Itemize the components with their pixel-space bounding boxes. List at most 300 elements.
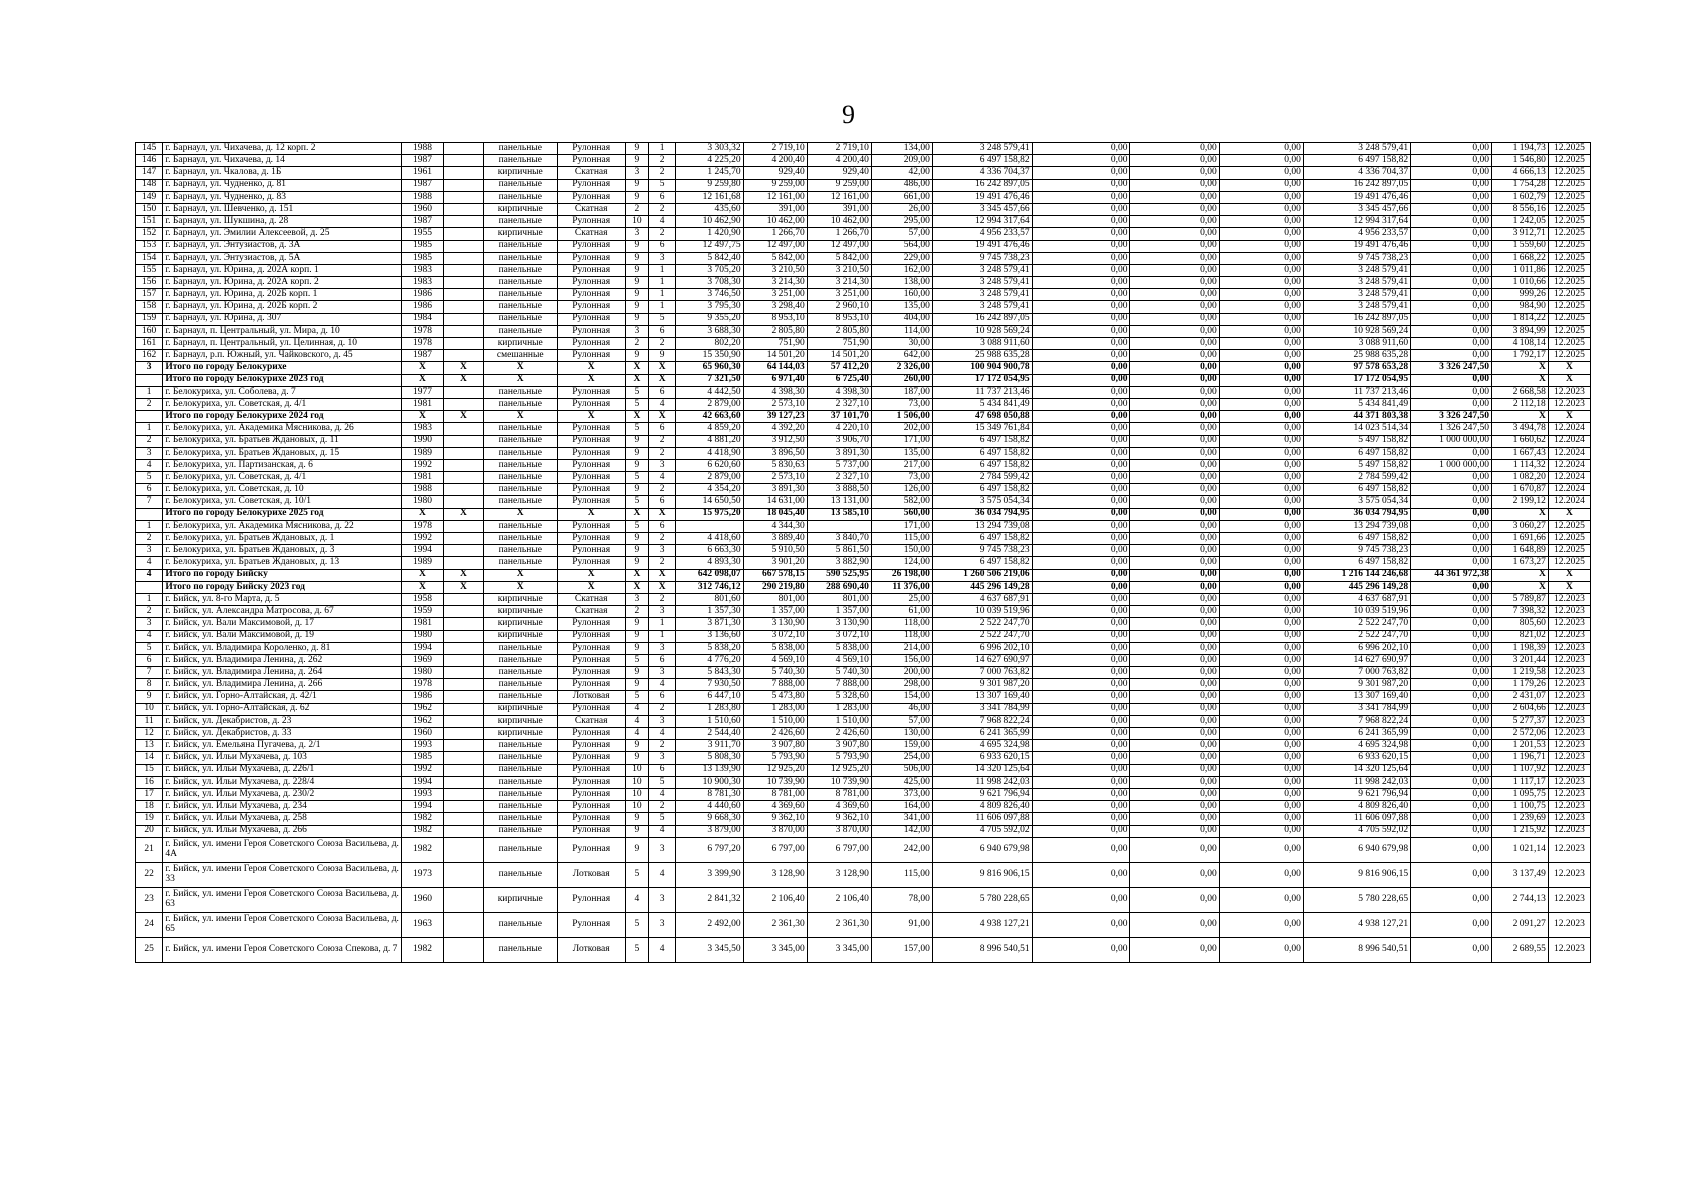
cell-address: г. Белокуриха, ул. Братьев Ждановых, д. 1 xyxy=(163,533,402,545)
cell-roof-type: Рулонная xyxy=(557,801,625,813)
cell-residents: 295,00 xyxy=(871,216,932,228)
cell-floors: 5 xyxy=(625,520,648,532)
cell-wall-material: панельные xyxy=(483,459,557,471)
cell-residents: 134,00 xyxy=(871,143,932,155)
cell-owners-funds: 19 491 476,46 xyxy=(1303,191,1410,203)
cell-repair-cost-total: 25 988 635,28 xyxy=(932,350,1032,362)
cell-roof-type: Рулонная xyxy=(557,654,625,666)
cell-residents: 73,00 xyxy=(871,398,932,410)
cell-federal-funds: 0,00 xyxy=(1032,362,1130,374)
cell-address: г. Барнаул, ул. Чихачева, д. 14 xyxy=(163,155,402,167)
cell-federal-funds: 0,00 xyxy=(1032,350,1130,362)
table-row xyxy=(136,862,1591,887)
cell-other-funds: 0,00 xyxy=(1411,386,1492,398)
cell-commission-year: 1992 xyxy=(401,459,443,471)
cell-municipal-funds: 0,00 xyxy=(1219,508,1303,520)
cell-living-area: 4 369,60 xyxy=(743,801,807,813)
cell-owners-funds: 6 241 365,99 xyxy=(1303,728,1410,740)
cell-entrances: 3 xyxy=(648,459,675,471)
cell-municipal-funds: 0,00 xyxy=(1219,143,1303,155)
cell-entrances: 2 xyxy=(648,435,675,447)
cell-federal-funds: 0,00 xyxy=(1032,887,1130,912)
cell-completion-date: 12.2024 xyxy=(1548,423,1590,435)
cell-residents: 11 376,00 xyxy=(871,581,932,593)
cell-last-repair-year: X xyxy=(444,581,484,593)
subtotal-row xyxy=(136,374,1591,386)
cell-completion-date: 12.2023 xyxy=(1548,386,1590,398)
cell-living-area: 5 910,50 xyxy=(743,545,807,557)
cell-regional-funds: 0,00 xyxy=(1130,788,1219,800)
cell-entrances: 6 xyxy=(648,240,675,252)
cell-municipal-funds: 0,00 xyxy=(1219,252,1303,264)
cell-last-repair-year: X xyxy=(444,374,484,386)
cell-roof-type: Рулонная xyxy=(557,435,625,447)
cell-municipal-funds: 0,00 xyxy=(1219,435,1303,447)
cell-entrances: 4 xyxy=(648,472,675,484)
cell-floors: 3 xyxy=(625,167,648,179)
cell-row-number: 1 xyxy=(136,593,163,605)
cell-federal-funds: 0,00 xyxy=(1032,545,1130,557)
cell-owned-area: 5 793,90 xyxy=(807,752,871,764)
cell-other-funds: 0,00 xyxy=(1411,740,1492,752)
cell-other-funds: 0,00 xyxy=(1411,887,1492,912)
cell-owned-area: 2 106,40 xyxy=(807,887,871,912)
cell-regional-funds: 0,00 xyxy=(1130,606,1219,618)
cell-living-area: 3 128,90 xyxy=(743,862,807,887)
cell-total-area: 801,60 xyxy=(676,593,743,605)
cell-commission-year: 1989 xyxy=(401,557,443,569)
cell-owners-funds: 4 637 687,91 xyxy=(1303,593,1410,605)
cell-residents: 78,00 xyxy=(871,887,932,912)
cell-other-funds: 0,00 xyxy=(1411,338,1492,350)
cell-other-funds: 0,00 xyxy=(1411,447,1492,459)
cell-address: Итого по городу Белокурихе xyxy=(163,362,402,374)
cell-residents: 187,00 xyxy=(871,386,932,398)
cell-living-area: 4 398,30 xyxy=(743,386,807,398)
cell-floors: 9 xyxy=(625,313,648,325)
cell-residents: 229,00 xyxy=(871,252,932,264)
table-row xyxy=(136,654,1591,666)
cell-roof-type: Рулонная xyxy=(557,618,625,630)
cell-entrances: 1 xyxy=(648,301,675,313)
cell-repair-cost-total: 14 627 690,97 xyxy=(932,654,1032,666)
cell-owners-funds: 3 248 579,41 xyxy=(1303,301,1410,313)
cell-other-funds: 0,00 xyxy=(1411,825,1492,837)
cell-residents: 425,00 xyxy=(871,776,932,788)
cell-residents: 1 506,00 xyxy=(871,411,932,423)
table-row xyxy=(136,630,1591,642)
cell-row-number: 147 xyxy=(136,167,163,179)
cell-residents: 202,00 xyxy=(871,423,932,435)
cell-federal-funds: 0,00 xyxy=(1032,472,1130,484)
cell-commission-year: X xyxy=(401,362,443,374)
cell-commission-year: 1988 xyxy=(401,191,443,203)
cell-completion-date: 12.2023 xyxy=(1548,813,1590,825)
cell-owners-funds: 14 320 125,64 xyxy=(1303,764,1410,776)
cell-total-area: 802,20 xyxy=(676,338,743,350)
table-row xyxy=(136,533,1591,545)
cell-municipal-funds: 0,00 xyxy=(1219,484,1303,496)
cell-residents: 118,00 xyxy=(871,618,932,630)
cell-repair-cost-total: 3 248 579,41 xyxy=(932,277,1032,289)
cell-row-number: 151 xyxy=(136,216,163,228)
cell-completion-date: 12.2023 xyxy=(1548,825,1590,837)
cell-federal-funds: 0,00 xyxy=(1032,167,1130,179)
cell-owners-funds: 3 248 579,41 xyxy=(1303,289,1410,301)
cell-unit-cost: 1 082,20 xyxy=(1492,472,1549,484)
cell-completion-date: X xyxy=(1548,374,1590,386)
cell-commission-year: 1978 xyxy=(401,338,443,350)
cell-municipal-funds: 0,00 xyxy=(1219,264,1303,276)
table-row xyxy=(136,667,1591,679)
cell-floors: 4 xyxy=(625,887,648,912)
cell-regional-funds: 0,00 xyxy=(1130,679,1219,691)
cell-federal-funds: 0,00 xyxy=(1032,216,1130,228)
cell-municipal-funds: 0,00 xyxy=(1219,788,1303,800)
cell-living-area: 3 130,90 xyxy=(743,618,807,630)
cell-owners-funds: 16 242 897,05 xyxy=(1303,179,1410,191)
cell-regional-funds: 0,00 xyxy=(1130,386,1219,398)
cell-residents: 124,00 xyxy=(871,557,932,569)
cell-roof-type: Рулонная xyxy=(557,398,625,410)
cell-commission-year: 1985 xyxy=(401,240,443,252)
cell-living-area: 12 925,20 xyxy=(743,764,807,776)
cell-last-repair-year xyxy=(444,837,484,862)
cell-row-number: 23 xyxy=(136,887,163,912)
cell-commission-year: 1973 xyxy=(401,862,443,887)
cell-wall-material: панельные xyxy=(483,520,557,532)
cell-repair-cost-total: 6 497 158,82 xyxy=(932,484,1032,496)
cell-address: г. Белокуриха, ул. Соболева, д. 7 xyxy=(163,386,402,398)
cell-commission-year: 1982 xyxy=(401,825,443,837)
cell-commission-year: 1963 xyxy=(401,912,443,937)
cell-repair-cost-total: 6 497 158,82 xyxy=(932,459,1032,471)
cell-wall-material: панельные xyxy=(483,937,557,962)
cell-address: г. Бийск, ул. Вали Максимовой, д. 17 xyxy=(163,618,402,630)
cell-last-repair-year xyxy=(444,325,484,337)
cell-commission-year: 1994 xyxy=(401,545,443,557)
cell-federal-funds: 0,00 xyxy=(1032,179,1130,191)
cell-owned-area: 57 412,20 xyxy=(807,362,871,374)
cell-municipal-funds: 0,00 xyxy=(1219,167,1303,179)
cell-roof-type: Рулонная xyxy=(557,912,625,937)
cell-federal-funds: 0,00 xyxy=(1032,728,1130,740)
cell-living-area: 3 891,30 xyxy=(743,484,807,496)
cell-federal-funds: 0,00 xyxy=(1032,398,1130,410)
cell-row-number: 150 xyxy=(136,203,163,215)
cell-owners-funds: 10 928 569,24 xyxy=(1303,325,1410,337)
cell-federal-funds: 0,00 xyxy=(1032,581,1130,593)
cell-roof-type: Рулонная xyxy=(557,301,625,313)
cell-row-number: 2 xyxy=(136,398,163,410)
cell-entrances: 3 xyxy=(648,667,675,679)
cell-residents: 138,00 xyxy=(871,277,932,289)
cell-federal-funds: 0,00 xyxy=(1032,447,1130,459)
cell-roof-type: Рулонная xyxy=(557,740,625,752)
cell-total-area: 4 893,30 xyxy=(676,557,743,569)
cell-repair-cost-total: 6 497 158,82 xyxy=(932,435,1032,447)
cell-roof-type: Рулонная xyxy=(557,143,625,155)
cell-floors: 9 xyxy=(625,179,648,191)
cell-owned-area: 2 719,10 xyxy=(807,143,871,155)
cell-residents: 298,00 xyxy=(871,679,932,691)
cell-address: г. Белокуриха, ул. Партизанская, д. 6 xyxy=(163,459,402,471)
cell-regional-funds: 0,00 xyxy=(1130,654,1219,666)
cell-completion-date: 12.2025 xyxy=(1548,557,1590,569)
cell-repair-cost-total: 4 695 324,98 xyxy=(932,740,1032,752)
cell-unit-cost: 2 744,13 xyxy=(1492,887,1549,912)
cell-completion-date: 12.2025 xyxy=(1548,520,1590,532)
cell-entrances: 6 xyxy=(648,423,675,435)
cell-completion-date: 12.2024 xyxy=(1548,472,1590,484)
cell-other-funds: 0,00 xyxy=(1411,788,1492,800)
cell-owners-funds: 5 497 158,82 xyxy=(1303,435,1410,447)
cell-completion-date: X xyxy=(1548,508,1590,520)
cell-entrances: 3 xyxy=(648,606,675,618)
cell-floors: 9 xyxy=(625,484,648,496)
cell-address: г. Бийск, ул. Ильи Мухачева, д. 226/1 xyxy=(163,764,402,776)
cell-last-repair-year: X xyxy=(444,569,484,581)
cell-wall-material: X xyxy=(483,581,557,593)
cell-municipal-funds: 0,00 xyxy=(1219,667,1303,679)
cell-residents: 582,00 xyxy=(871,496,932,508)
cell-total-area xyxy=(676,520,743,532)
cell-living-area: 391,00 xyxy=(743,203,807,215)
cell-municipal-funds: 0,00 xyxy=(1219,386,1303,398)
cell-roof-type: Лотковая xyxy=(557,937,625,962)
cell-entrances: 2 xyxy=(648,801,675,813)
cell-municipal-funds: 0,00 xyxy=(1219,228,1303,240)
cell-wall-material: кирпичные xyxy=(483,228,557,240)
cell-repair-cost-total: 8 996 540,51 xyxy=(932,937,1032,962)
cell-wall-material: смешанные xyxy=(483,350,557,362)
cell-living-area: 4 392,20 xyxy=(743,423,807,435)
cell-address: г. Барнаул, ул. Чудненко, д. 81 xyxy=(163,179,402,191)
cell-entrances: X xyxy=(648,508,675,520)
cell-last-repair-year xyxy=(444,752,484,764)
cell-repair-cost-total: 7 968 822,24 xyxy=(932,715,1032,727)
cell-municipal-funds: 0,00 xyxy=(1219,825,1303,837)
cell-total-area: 4 881,20 xyxy=(676,435,743,447)
cell-other-funds: 0,00 xyxy=(1411,667,1492,679)
cell-unit-cost: 3 912,71 xyxy=(1492,228,1549,240)
cell-row-number: 159 xyxy=(136,313,163,325)
cell-unit-cost: 2 689,55 xyxy=(1492,937,1549,962)
cell-total-area: 6 663,30 xyxy=(676,545,743,557)
cell-last-repair-year xyxy=(444,728,484,740)
cell-completion-date: 12.2025 xyxy=(1548,277,1590,289)
cell-regional-funds: 0,00 xyxy=(1130,289,1219,301)
cell-row-number: 24 xyxy=(136,912,163,937)
cell-entrances: 2 xyxy=(648,338,675,350)
cell-owners-funds: 2 784 599,42 xyxy=(1303,472,1410,484)
cell-other-funds: 0,00 xyxy=(1411,937,1492,962)
cell-regional-funds: 0,00 xyxy=(1130,179,1219,191)
cell-repair-cost-total: 3 248 579,41 xyxy=(932,301,1032,313)
cell-municipal-funds: 0,00 xyxy=(1219,703,1303,715)
cell-regional-funds: 0,00 xyxy=(1130,545,1219,557)
cell-total-area: 2 879,00 xyxy=(676,472,743,484)
cell-roof-type: Рулонная xyxy=(557,289,625,301)
cell-entrances: 4 xyxy=(648,825,675,837)
cell-wall-material: панельные xyxy=(483,837,557,862)
cell-address: Итого по городу Белокурихе 2024 год xyxy=(163,411,402,423)
cell-unit-cost: 2 112,18 xyxy=(1492,398,1549,410)
cell-row-number: 3 xyxy=(136,362,163,374)
cell-last-repair-year xyxy=(444,593,484,605)
cell-commission-year: 1978 xyxy=(401,679,443,691)
cell-roof-type: Рулонная xyxy=(557,496,625,508)
cell-owned-area: 4 200,40 xyxy=(807,155,871,167)
cell-federal-funds: 0,00 xyxy=(1032,252,1130,264)
cell-commission-year: 1993 xyxy=(401,740,443,752)
cell-wall-material: панельные xyxy=(483,301,557,313)
cell-owners-funds: 2 522 247,70 xyxy=(1303,630,1410,642)
cell-living-area: 2 719,10 xyxy=(743,143,807,155)
cell-repair-cost-total: 6 497 158,82 xyxy=(932,155,1032,167)
cell-municipal-funds: 0,00 xyxy=(1219,837,1303,862)
cell-commission-year: 1987 xyxy=(401,350,443,362)
cell-residents: 200,00 xyxy=(871,667,932,679)
cell-regional-funds: 0,00 xyxy=(1130,484,1219,496)
cell-unit-cost: 1 021,14 xyxy=(1492,837,1549,862)
cell-row-number: 22 xyxy=(136,862,163,887)
cell-other-funds: 0,00 xyxy=(1411,581,1492,593)
cell-regional-funds: 0,00 xyxy=(1130,203,1219,215)
cell-repair-cost-total: 19 491 476,46 xyxy=(932,191,1032,203)
cell-other-funds: 0,00 xyxy=(1411,520,1492,532)
table-row xyxy=(136,423,1591,435)
cell-living-area: 8 953,10 xyxy=(743,313,807,325)
cell-wall-material: кирпичные xyxy=(483,630,557,642)
cell-roof-type: Рулонная xyxy=(557,764,625,776)
cell-regional-funds: 0,00 xyxy=(1130,887,1219,912)
cell-other-funds: 0,00 xyxy=(1411,325,1492,337)
cell-unit-cost: X xyxy=(1492,374,1549,386)
cell-unit-cost: X xyxy=(1492,569,1549,581)
cell-last-repair-year xyxy=(444,179,484,191)
cell-completion-date: X xyxy=(1548,362,1590,374)
cell-entrances: 5 xyxy=(648,179,675,191)
cell-living-area: 3 901,20 xyxy=(743,557,807,569)
cell-owners-funds: 4 705 592,02 xyxy=(1303,825,1410,837)
cell-roof-type: Рулонная xyxy=(557,728,625,740)
cell-row-number xyxy=(136,374,163,386)
cell-repair-cost-total: 4 809 826,40 xyxy=(932,801,1032,813)
cell-wall-material: кирпичные xyxy=(483,593,557,605)
cell-roof-type: Рулонная xyxy=(557,642,625,654)
cell-municipal-funds: 0,00 xyxy=(1219,325,1303,337)
cell-entrances: 3 xyxy=(648,887,675,912)
cell-unit-cost: 1 660,62 xyxy=(1492,435,1549,447)
table-row xyxy=(136,496,1591,508)
cell-living-area: 9 259,00 xyxy=(743,179,807,191)
cell-total-area: 2 544,40 xyxy=(676,728,743,740)
cell-wall-material: панельные xyxy=(483,667,557,679)
cell-other-funds: 0,00 xyxy=(1411,277,1492,289)
cell-other-funds: 0,00 xyxy=(1411,764,1492,776)
cell-completion-date: 12.2023 xyxy=(1548,862,1590,887)
cell-federal-funds: 0,00 xyxy=(1032,825,1130,837)
cell-completion-date: X xyxy=(1548,569,1590,581)
cell-floors: 9 xyxy=(625,240,648,252)
cell-other-funds: 0,00 xyxy=(1411,557,1492,569)
cell-regional-funds: 0,00 xyxy=(1130,411,1219,423)
cell-entrances: 3 xyxy=(648,912,675,937)
cell-regional-funds: 0,00 xyxy=(1130,216,1219,228)
cell-owners-funds: 44 371 803,38 xyxy=(1303,411,1410,423)
cell-last-repair-year xyxy=(444,496,484,508)
cell-wall-material: панельные xyxy=(483,179,557,191)
cell-unit-cost: X xyxy=(1492,581,1549,593)
cell-completion-date: 12.2025 xyxy=(1548,533,1590,545)
cell-floors: 5 xyxy=(625,398,648,410)
cell-total-area: 1 357,30 xyxy=(676,606,743,618)
cell-owned-area: 8 953,10 xyxy=(807,313,871,325)
cell-unit-cost: 1 559,60 xyxy=(1492,240,1549,252)
cell-living-area: 14 631,00 xyxy=(743,496,807,508)
cell-owners-funds: 17 172 054,95 xyxy=(1303,374,1410,386)
cell-living-area: 2 426,60 xyxy=(743,728,807,740)
cell-federal-funds: 0,00 xyxy=(1032,813,1130,825)
cell-owned-area: 3 128,90 xyxy=(807,862,871,887)
cell-wall-material: кирпичные xyxy=(483,338,557,350)
cell-repair-cost-total: 6 933 620,15 xyxy=(932,752,1032,764)
cell-total-area: 8 781,30 xyxy=(676,788,743,800)
cell-wall-material: панельные xyxy=(483,289,557,301)
cell-other-funds: 0,00 xyxy=(1411,715,1492,727)
cell-living-area: 2 573,10 xyxy=(743,398,807,410)
cell-address: г. Бийск, ул. Ильи Мухачева, д. 230/2 xyxy=(163,788,402,800)
cell-owners-funds: 4 956 233,57 xyxy=(1303,228,1410,240)
cell-entrances: 2 xyxy=(648,533,675,545)
cell-owned-area: 37 101,70 xyxy=(807,411,871,423)
cell-total-area: 3 795,30 xyxy=(676,301,743,313)
cell-residents: 564,00 xyxy=(871,240,932,252)
cell-roof-type: Лотковая xyxy=(557,691,625,703)
cell-other-funds: 0,00 xyxy=(1411,264,1492,276)
cell-federal-funds: 0,00 xyxy=(1032,496,1130,508)
cell-owned-area: 2 960,10 xyxy=(807,301,871,313)
cell-owners-funds: 7 968 822,24 xyxy=(1303,715,1410,727)
cell-address: г. Барнаул, ул. Чудненко, д. 83 xyxy=(163,191,402,203)
cell-commission-year: 1989 xyxy=(401,447,443,459)
cell-row-number: 7 xyxy=(136,667,163,679)
cell-completion-date: 12.2025 xyxy=(1548,167,1590,179)
cell-completion-date: 12.2025 xyxy=(1548,289,1590,301)
cell-wall-material: кирпичные xyxy=(483,606,557,618)
cell-regional-funds: 0,00 xyxy=(1130,362,1219,374)
cell-repair-cost-total: 3 341 784,99 xyxy=(932,703,1032,715)
subtotal-row xyxy=(136,508,1591,520)
cell-residents: 217,00 xyxy=(871,459,932,471)
cell-roof-type: Скатная xyxy=(557,167,625,179)
cell-owned-area: 5 328,60 xyxy=(807,691,871,703)
cell-repair-cost-total: 16 242 897,05 xyxy=(932,313,1032,325)
cell-commission-year: 1962 xyxy=(401,703,443,715)
cell-unit-cost: 1 648,89 xyxy=(1492,545,1549,557)
cell-owned-area: 4 369,60 xyxy=(807,801,871,813)
cell-wall-material: панельные xyxy=(483,557,557,569)
table-row xyxy=(136,216,1591,228)
cell-wall-material: панельные xyxy=(483,545,557,557)
cell-residents: 159,00 xyxy=(871,740,932,752)
table-row xyxy=(136,691,1591,703)
cell-floors: X xyxy=(625,569,648,581)
cell-roof-type: Рулонная xyxy=(557,459,625,471)
cell-wall-material: X xyxy=(483,569,557,581)
cell-federal-funds: 0,00 xyxy=(1032,155,1130,167)
